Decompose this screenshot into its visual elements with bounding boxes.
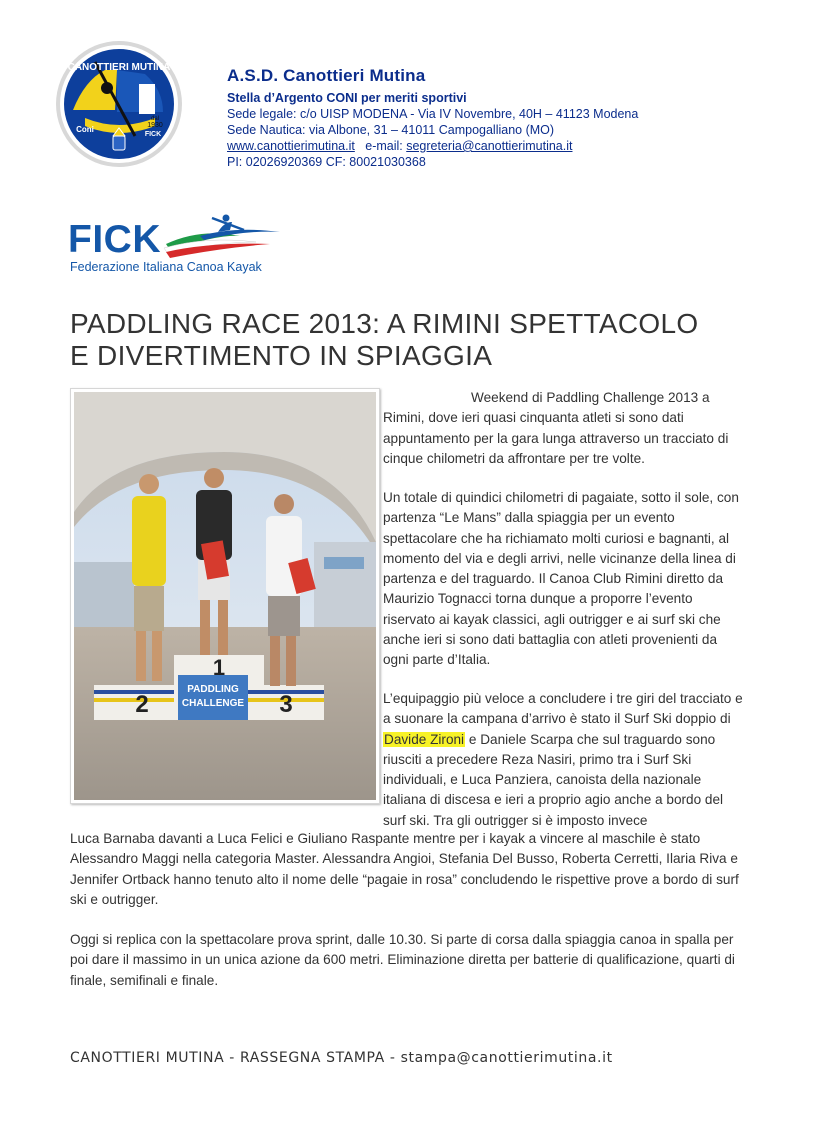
- article-paragraph-3-continued: Luca Barnaba davanti a Luca Felici e Giuliano Raspante mentre per i kayak a vincere al maschile è stato Alessandro Maggi nella categoria Master. Alessandra Angioi, Stefania Del Busso, Roberta Cerretti, Ilaria Riva e Jennifer Ortback hanno tenuto alto il nome delle “pagaie in rosa” concludendo le rispettive prove a bordo di surf ski e outrigger.: [70, 831, 739, 907]
- fiscal-info: PI: 02026920369 CF: 80021030368: [227, 155, 426, 169]
- podium-number-2: 2: [135, 691, 149, 718]
- website-link[interactable]: www.canottierimutina.it: [227, 139, 355, 153]
- footer-text: CANOTTIERI MUTINA - RASSEGNA STAMPA - stampa@canottierimutina.it: [70, 1050, 613, 1066]
- fick-full-name: Federazione Italiana Canoa Kayak: [70, 260, 262, 274]
- logo-year: 1930: [147, 122, 163, 129]
- highlighted-name: Davide Zironi: [384, 731, 465, 747]
- podium-number-3: 3: [279, 691, 293, 718]
- club-header: [227, 66, 638, 170]
- email-link[interactable]: segreteria@canottierimutina.it: [406, 139, 573, 153]
- title-line-1: PADDLING RACE 2013: A RIMINI SPETTACOLO: [70, 308, 699, 339]
- podium-image: [74, 392, 376, 800]
- club-name: A.S.D. Canottieri Mutina: [227, 66, 426, 85]
- kayak-swoosh-icon: [160, 214, 283, 258]
- podium-number-1: 1: [212, 655, 226, 680]
- article-paragraph-2: Un totale di quindici chilometri di pagaiate, sotto il sole, con partenza “Le Mans” dalla spiaggia per un evento spettacolare che ha richiamato molti curiosi e bagnanti, al momento del via e degli arrivi, nelle vicinanze della linea di partenza e del traguardo. Il Canoa Club Rimini diretto da Maurizio Tognacci torna dunque a proporre l’evento riservato ai kayak classici, agli outrigger e ai surf ski che anche ieri si sono dati battaglia con atleti provenienti da ogni parte d’Italia.: [383, 490, 739, 668]
- article-paragraph-4: Oggi si replica con la spettacolare prova sprint, dalle 10.30. Si parte di corsa dalla spiaggia canoa in spalla per poi dare il massimo in un unica azione da 600 metri. Eliminazione diretta per batterie di qualificazione, quarti di finale, semifinali e finale.: [70, 932, 735, 988]
- article-paragraph-1: Weekend di Paddling Challenge 2013 a Rimini, dove ieri quasi cinquanta atleti si sono dati appuntamento per la gara lunga attraverso un tracciato di cinque chilometri da affrontare per tre volte.: [383, 390, 729, 466]
- fick-logo: [68, 214, 283, 276]
- banner-challenge: CHALLENGE: [181, 698, 245, 709]
- banner-paddling: PADDLING: [187, 684, 239, 695]
- email-label: e-mail:: [354, 139, 407, 153]
- sede-legale: Sede legale: c/o UISP MODENA - Via IV Novembre, 40H – 41123 Modena: [227, 107, 639, 121]
- podium-photo: [70, 388, 380, 804]
- logo-coni: Coni: [76, 125, 94, 134]
- p3-text-before: L’equipaggio più veloce a concludere i tre giri del tracciato e a suonare la campana d’arrivo è stato il Surf Ski doppio di: [383, 691, 743, 727]
- article-title: [70, 308, 770, 372]
- fick-acronym: FICK: [68, 218, 161, 261]
- sede-nautica: Sede Nautica: via Albone, 31 – 41011 Campogalliano (MO): [227, 123, 555, 137]
- logo-fick: FICK: [144, 131, 162, 138]
- article-paragraph-3: [383, 689, 746, 831]
- club-subtitle: Stella d’Argento CONI per meriti sportivi: [227, 91, 467, 105]
- logo-ring-text: CANOTTIERI MUTINA: [67, 62, 171, 73]
- title-line-2: E DIVERTIMENTO IN SPIAGGIA: [70, 340, 493, 371]
- p3-text-after: e Daniele Scarpa che sul traguardo sono riusciti a precedere Reza Nasiri, primo tra i Surf Ski individuali, e Luca Panziera, canoista della nazionale italiana di discesa e ieri a proprio agio anche a bordo del surf ski. Tra gli outrigger si è imposto invece: [383, 731, 724, 828]
- logo-dal: dal: [150, 116, 160, 122]
- contact-line: [227, 138, 638, 154]
- canottieri-mutina-logo: [55, 40, 183, 168]
